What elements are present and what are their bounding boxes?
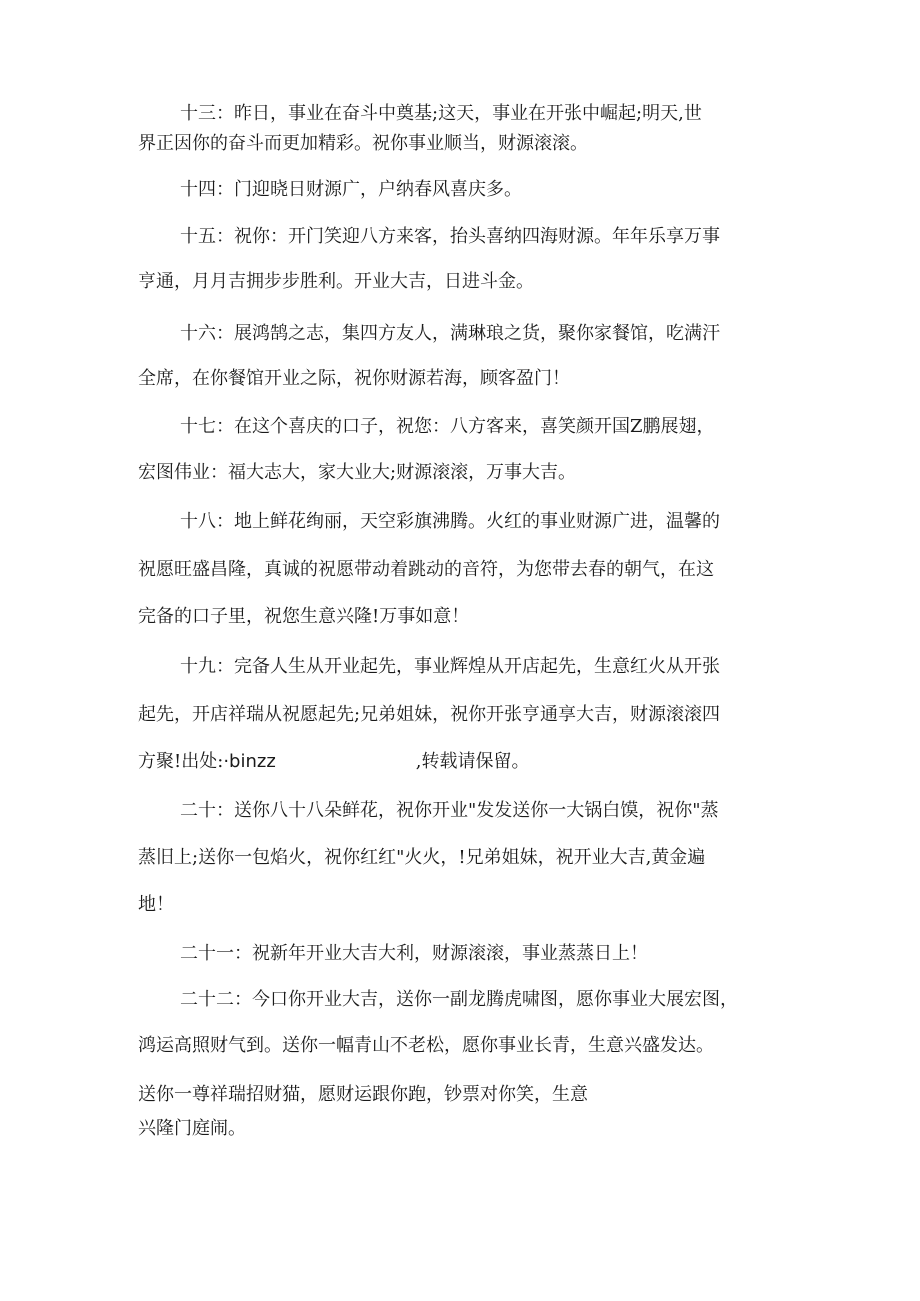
- paragraph-14-line-1: 十四：门迎晓日财源广，户纳春风喜庆多。: [180, 179, 522, 200]
- paragraph-19-line-1: 十九：完备人生从开业起先，事业辉煌从开店起先，生意红火从开张: [180, 656, 720, 677]
- paragraph-18-line-3: 完备的口子里，祝您生意兴隆!万事如意！: [138, 606, 470, 627]
- paragraph-19-line-3: [138, 750, 530, 774]
- source-link-text: ·binzz: [223, 751, 276, 772]
- paragraph-22-line-1: 二十二：今口你开业大吉，送你一副龙腾虎啸图，愿你事业大展宏图，: [180, 989, 738, 1010]
- paragraph-16-line-2: 全席，在你餐馆开业之际，祝你财源若海，顾客盈门！: [138, 368, 570, 389]
- paragraph-22-line-3: 送你一尊祥瑞招财猫，愿财运跟你跑，钞票对你笑，生意: [138, 1084, 588, 1105]
- paragraph-20-line-3: 地！: [138, 894, 174, 915]
- paragraph-18-line-1: 十八：地上鲜花绚丽，天空彩旗沸腾。火红的事业财源广进，温馨的: [180, 511, 720, 532]
- paragraph-15-line-1: 十五：祝你：开门笑迎八方来客，抬头喜纳四海财源。年年乐享万事: [180, 226, 720, 247]
- paragraph-19-line-2: 起先，开店祥瑞从祝愿起先;兄弟姐妹，祝你开张亨通享大吉，财源滚滚四: [138, 704, 721, 725]
- paragraph-22-line-4: 兴隆门庭闹。: [138, 1118, 246, 1139]
- paragraph-15-line-2: 亨通，月月吉拥步步胜利。开业大吉，日进斗金。: [138, 271, 534, 292]
- paragraph-17-line-2: 宏图伟业：福大志大，家大业大;财源滚滚，万事大吉。: [138, 462, 577, 483]
- paragraph-13-line-1: 十三：昨日，事业在奋斗中奠基;这天，事业在开张中崛起;明天,世: [180, 103, 702, 124]
- source-suffix: ,转载请保留。: [415, 751, 530, 772]
- paragraph-13-line-2: 界正因你的奋斗而更加精彩。祝你事业顺当，财源滚滚。: [138, 133, 588, 154]
- paragraph-18-line-2: 祝愿旺盛昌隆，真诚的祝愿带动着跳动的音符，为您带去春的朝气，在这: [138, 559, 714, 580]
- paragraph-21-line-1: 二十一：祝新年开业大吉大利，财源滚滚，事业蒸蒸日上！: [180, 943, 648, 964]
- paragraph-17-line-1: 十七：在这个喜庆的口子，祝您：八方客来，喜笑颜开国Z鹏展翅，: [180, 416, 715, 437]
- source-prefix: 方聚!出处:: [138, 751, 224, 772]
- paragraph-16-line-1: 十六：展鸿鹄之志，集四方友人，满琳琅之货，聚你家餐馆，吃满汗: [180, 323, 720, 344]
- paragraph-22-line-2: 鸿运高照财气到。送你一幅青山不老松，愿你事业长青，生意兴盛发达。: [138, 1035, 714, 1056]
- paragraph-20-line-1: 二十：送你八十八朵鲜花，祝你开业"发发送你一大锅白馍，祝你"蒸: [180, 800, 719, 821]
- paragraph-20-line-2: 蒸旧上;送你一包焰火，祝你红红"火火，!兄弟姐妹，祝开业大吉,黄金遍: [138, 847, 706, 868]
